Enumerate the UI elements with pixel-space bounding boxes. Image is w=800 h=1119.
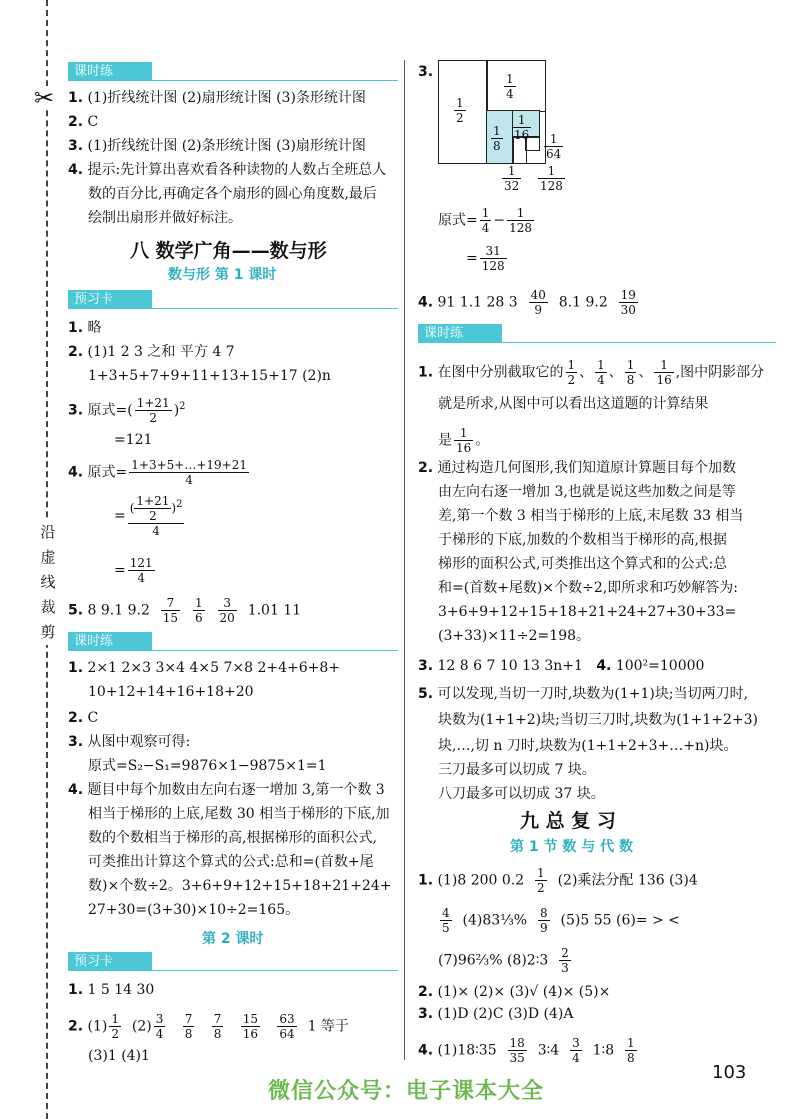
- answer-line: (3)1 (4)1: [88, 1048, 150, 1064]
- answer-line: 相当于梯形的上底,尾数 30 相当于梯形的下底,加: [88, 806, 390, 822]
- answer-line: 可类推出计算这个算式的公式:总和=(首数+尾: [88, 854, 374, 870]
- section-rule: [68, 308, 398, 309]
- answer-line: 3. (1)D (2)C (3)D (4)A: [418, 1006, 574, 1022]
- answer-line: = $\frac{31}{128}$: [466, 244, 505, 273]
- lesson-title: 数与形 第 1 课时: [168, 267, 277, 283]
- figure-label: $\frac{1}{32}$: [504, 164, 520, 193]
- chapter-title: 八 数学广角——数与形: [130, 240, 327, 262]
- section-rule: [68, 650, 398, 651]
- figure-label: $\frac{1}{8}$: [493, 124, 501, 153]
- lesson-title: 第 2 课时: [202, 931, 264, 947]
- chapter-title: 九 总 复 习: [520, 810, 616, 832]
- answer-line: 1. 2×1 2×3 3×4 4×5 7×8 2+4+6+8+: [68, 660, 341, 676]
- answer-line: 2. (1)× (2)× (3)√ (4)× (5)×: [418, 984, 611, 1000]
- answer-line: = ( $\frac{1+21}{2}$ )$^2$ 4: [114, 494, 183, 538]
- section-rule: [68, 970, 398, 971]
- answer-line: 是 $\frac{1}{16}$ 。: [438, 426, 490, 455]
- answer-line: (3+33)×11÷2=198。: [438, 628, 591, 644]
- answer-line: 2. C: [68, 710, 99, 726]
- answer-line: (7)96⅔% (8)2∶3 $\frac{2}{3}$: [438, 946, 569, 975]
- figure-label: $\frac{1}{16}$: [514, 113, 530, 142]
- answer-line: 块数为(1+1+2)块;当切三刀时,块数为(1+1+2+3): [438, 712, 759, 728]
- answer-line: 原式=S₂−S₁=9876×1−9875×1=1: [88, 758, 327, 774]
- figure-label: $\frac{1}{4}$: [506, 72, 514, 101]
- answer-line: 5. 可以发现,当切一刀时,块数为(1+1)块;当切两刀时,: [418, 686, 749, 702]
- answer-line: $\frac{4}{5}$ (4)83⅓% $\frac{8}{9}$ (5)5 55 (6)= > <: [442, 906, 680, 935]
- answer-line: 就是所求,从图中可以看出这道题的计算结果: [438, 396, 709, 412]
- answer-line: 1. 1 5 14 30: [68, 982, 155, 998]
- section-rule: [68, 80, 398, 81]
- answer-line: 八刀最多可以切成 37 块。: [438, 786, 605, 802]
- answer-line: 绘制出扇形并做好标注。: [88, 210, 242, 226]
- answer-line: 4. 原式= $\frac{1+3+5+\dots+19+21}{4}$: [68, 458, 247, 487]
- answer-line: 1. (1)折线统计图 (2)扇形统计图 (3)条形统计图: [68, 90, 366, 106]
- answer-line: 1. 在图中分别截取它的 $\frac{1}{2}$ 、 $\frac{1}{4}$ 、 $\frac{1}{8}$ 、 $\frac{1}{16}$ ,图中阴影部分: [418, 358, 765, 387]
- cut-label: 沿虚线裁剪: [38, 520, 58, 645]
- answer-line: 4. 题目中每个加数由左向右逐一增加 3,第一个数 3: [68, 782, 385, 798]
- answer-line: 于梯形的下底,加数的个数相当于梯形的高,根据: [438, 532, 727, 548]
- answer-line: 1. (1)8 200 0.2 $\frac{1}{2}$ (2)乘法分配 136 (3)4: [418, 866, 698, 895]
- answer-line: 3+6+9+12+15+18+21+24+27+30+33=: [438, 604, 737, 620]
- answer-line: 2. 通过构造几何图形,我们知道原计算题目每个加数: [418, 460, 736, 476]
- answer-line: 原式= $\frac{1}{4}$ − $\frac{1}{128}$: [438, 206, 533, 235]
- answer-line: 3. (1)折线统计图 (2)条形统计图 (3)扇形统计图: [68, 138, 366, 154]
- answer-line: 27+30=(3+30)×10÷2=165。: [88, 902, 300, 918]
- answer-line: 3. 12 8 6 7 10 13 3n+1 4. 100²=10000: [418, 658, 705, 674]
- answer-line: 和=(首数+尾数)×个数÷2,即所求和巧妙解答为:: [438, 580, 738, 596]
- answer-line: 1. 略: [68, 320, 102, 336]
- answer-line: 数的百分比,再确定各个扇形的圆心角度数,最后: [88, 186, 377, 202]
- answer-line: 4. 91 1.1 28 3 $\frac{40}{9}$ 8.1 9.2 $\frac{19}{30}$: [418, 288, 636, 317]
- answer-line: 3. 从图中观察可得:: [68, 734, 191, 750]
- section-tag-homework: 课时练: [418, 324, 502, 343]
- section-tag-preview: 预习卡: [68, 952, 152, 971]
- answer-line: 5. 8 9.1 9.2 $\frac{7}{15}$ $\frac{1}{6}$ $\frac{3}{20}$ 1.01 11: [68, 596, 302, 625]
- section-tag-homework: 课时练: [68, 632, 152, 651]
- answer-line: 3. 原式=( $\frac{1+21}{2}$ )$^2$: [68, 396, 186, 425]
- section-rule: [418, 342, 776, 343]
- answer-line: = $\frac{121}{4}$: [114, 556, 153, 585]
- column-divider: [404, 60, 405, 1060]
- section-tag-preview: 预习卡: [68, 290, 152, 309]
- answer-line: 由左向右逐一增加 3,也就是说这些加数之间是等: [438, 484, 736, 500]
- figure-label: $\frac{1}{2}$: [456, 96, 464, 125]
- scissors-icon: ✂: [34, 84, 55, 112]
- answer-line: 3.: [418, 64, 434, 80]
- answer-line: 三刀最多可以切成 7 块。: [438, 762, 596, 778]
- answer-line: 梯形的面积公式,可类推出这个算式和的公式:总: [438, 556, 728, 572]
- answer-line: 10+12+14+16+18+20: [88, 684, 254, 700]
- figure-label: $\frac{1}{64}$: [546, 132, 562, 161]
- answer-line: 2. C: [68, 114, 99, 130]
- answer-line: =121: [114, 432, 153, 448]
- answer-line: 差,第一个数 3 相当于梯形的上底,末尾数 33 相当: [438, 508, 744, 524]
- answer-line: 2. (1)1 2 3 之和 平方 4 7: [68, 344, 235, 360]
- section-tag-homework: 课时练: [68, 62, 152, 81]
- footer-watermark: 微信公众号：电子课本大全: [268, 1079, 545, 1104]
- answer-line: 1+3+5+7+9+11+13+15+17 (2)n: [88, 368, 331, 384]
- section-title: 第 1 节 数 与 代 数: [510, 839, 633, 855]
- answer-line: 4. 提示:先计算出喜欢看各种读物的人数占全班总人: [68, 162, 387, 178]
- figure-label: $\frac{1}{128}$: [540, 164, 563, 193]
- answer-line: 数)×个数÷2。3+6+9+12+15+18+21+24+: [88, 878, 392, 894]
- answer-line: 数的个数相当于梯形的高,根据梯形的面积公式,: [88, 830, 377, 846]
- page-number: 103: [712, 1062, 747, 1083]
- answer-line: 块,…,切 n 刀时,块数为(1+1+2+3+…+n)块。: [438, 738, 738, 754]
- answer-line: 2. (1) $\frac{1}{2}$ (2) $\frac{3}{4}$ $\frac{7}{8}$ $\frac{7}{8}$ $\frac{15}{16}$ $\frac{63}{64}$ 1 等于: [68, 1012, 349, 1041]
- answer-line: 4. (1)18∶35 $\frac{18}{35}$ 3∶4 $\frac{3}{4}$ 1∶8 $\frac{1}{8}$: [418, 1036, 635, 1065]
